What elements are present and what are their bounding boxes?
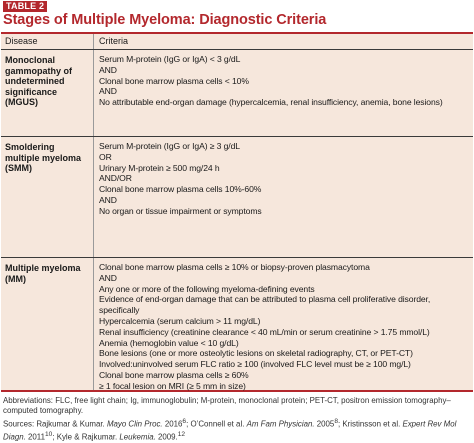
criteria-list [99, 141, 469, 217]
criteria-line: Urinary M-protein ≥ 500 mg/24 h [99, 162, 220, 173]
disease-name: Smoldering multiple myeloma (SMM) [5, 142, 82, 173]
table-label: TABLE 2 [3, 1, 47, 12]
table-row [1, 257, 473, 391]
criteria-line: Any one or more of the following myeloma-defining events [99, 283, 315, 294]
criteria-line: ≥ 1 focal lesion on MRI (≥ 5 mm in size) [99, 380, 246, 391]
criteria-line: Clonal bone marrow plasma cells ≥ 10% or biopsy-proven plasmacytoma [99, 262, 370, 272]
criteria-line: Serum M-protein (IgG or IgA) ≥ 3 g/dL [99, 141, 240, 151]
criteria-line: Evidence of end-organ damage that can be attributed to plasma cell proliferative disorder, specifically [99, 294, 431, 316]
criteria-line: AND [99, 272, 117, 283]
criteria-line: Clonal bone marrow plasma cells 10%-60% [99, 184, 262, 195]
criteria-line: Bone lesions (one or more osteolytic lesions on skeletal radiography, CT, or PET-CT) [99, 348, 413, 359]
criteria-line: Serum M-protein (IgG or IgA) < 3 g/dL [99, 54, 241, 64]
criteria-line: AND [99, 86, 117, 97]
criteria-line: Clonal bone marrow plasma cells ≥ 60% [99, 369, 249, 380]
disease-name: Multiple myeloma (MM) [5, 263, 81, 284]
criteria-line: Involved:uninvolved serum FLC ratio ≥ 100 (involved FLC level must be ≥ 100 mg/L) [99, 359, 411, 370]
footnote-abbreviations-cont: computed tomography. [3, 406, 84, 416]
criteria-line: AND [99, 194, 117, 205]
criteria-list [99, 262, 469, 392]
header-criteria: Criteria [99, 36, 129, 46]
table-title: Stages of Multiple Myeloma: Diagnostic Criteria [3, 12, 327, 28]
footnote-abbreviations: Abbreviations: FLC, free light chain; Ig, immunoglobulin; M-protein, monoclonal protein; PET-CT, positron emission tomography– [3, 396, 451, 405]
criteria-list [99, 54, 469, 108]
table-row [1, 136, 473, 257]
footnote-sources: Sources: Rajkumar & Kumar. Mayo Clin Proc. 2016$^6$; O’Connell et al. Am Fam Physician. 2005$^8$; Kristinsson et al. Expert Rev Mol [3, 417, 457, 429]
criteria-line: OR [99, 151, 112, 162]
criteria-line: Anemia (hemoglobin value < 10 g/dL) [99, 337, 239, 348]
table-header [1, 34, 473, 50]
disease-name: Monoclonal gammopathy of undetermined significance (MGUS) [5, 55, 73, 107]
criteria-line: No organ or tissue impairment or symptoms [99, 205, 262, 216]
footnote-sources-cont: Diagn. 2011$^{10}$; Kyle & Rajkumar. Leukemia. 2009.12 [3, 430, 186, 442]
criteria-line: AND [99, 64, 117, 75]
header-disease: Disease [5, 36, 38, 46]
footnote [3, 396, 471, 443]
table-row [1, 50, 473, 136]
criteria-table [1, 32, 473, 392]
criteria-line: Renal insufficiency (creatinine clearance < 40 mL/min or serum creatinine > 1.75 mmol/L) [99, 326, 430, 337]
criteria-line: No attributable end-organ damage (hypercalcemia, renal insufficiency, anemia, bone lesions) [99, 97, 443, 108]
criteria-line: AND/OR [99, 173, 132, 184]
criteria-line: Hypercalcemia (serum calcium > 11 mg/dL) [99, 315, 261, 326]
criteria-line: Clonal bone marrow plasma cells < 10% [99, 75, 249, 86]
